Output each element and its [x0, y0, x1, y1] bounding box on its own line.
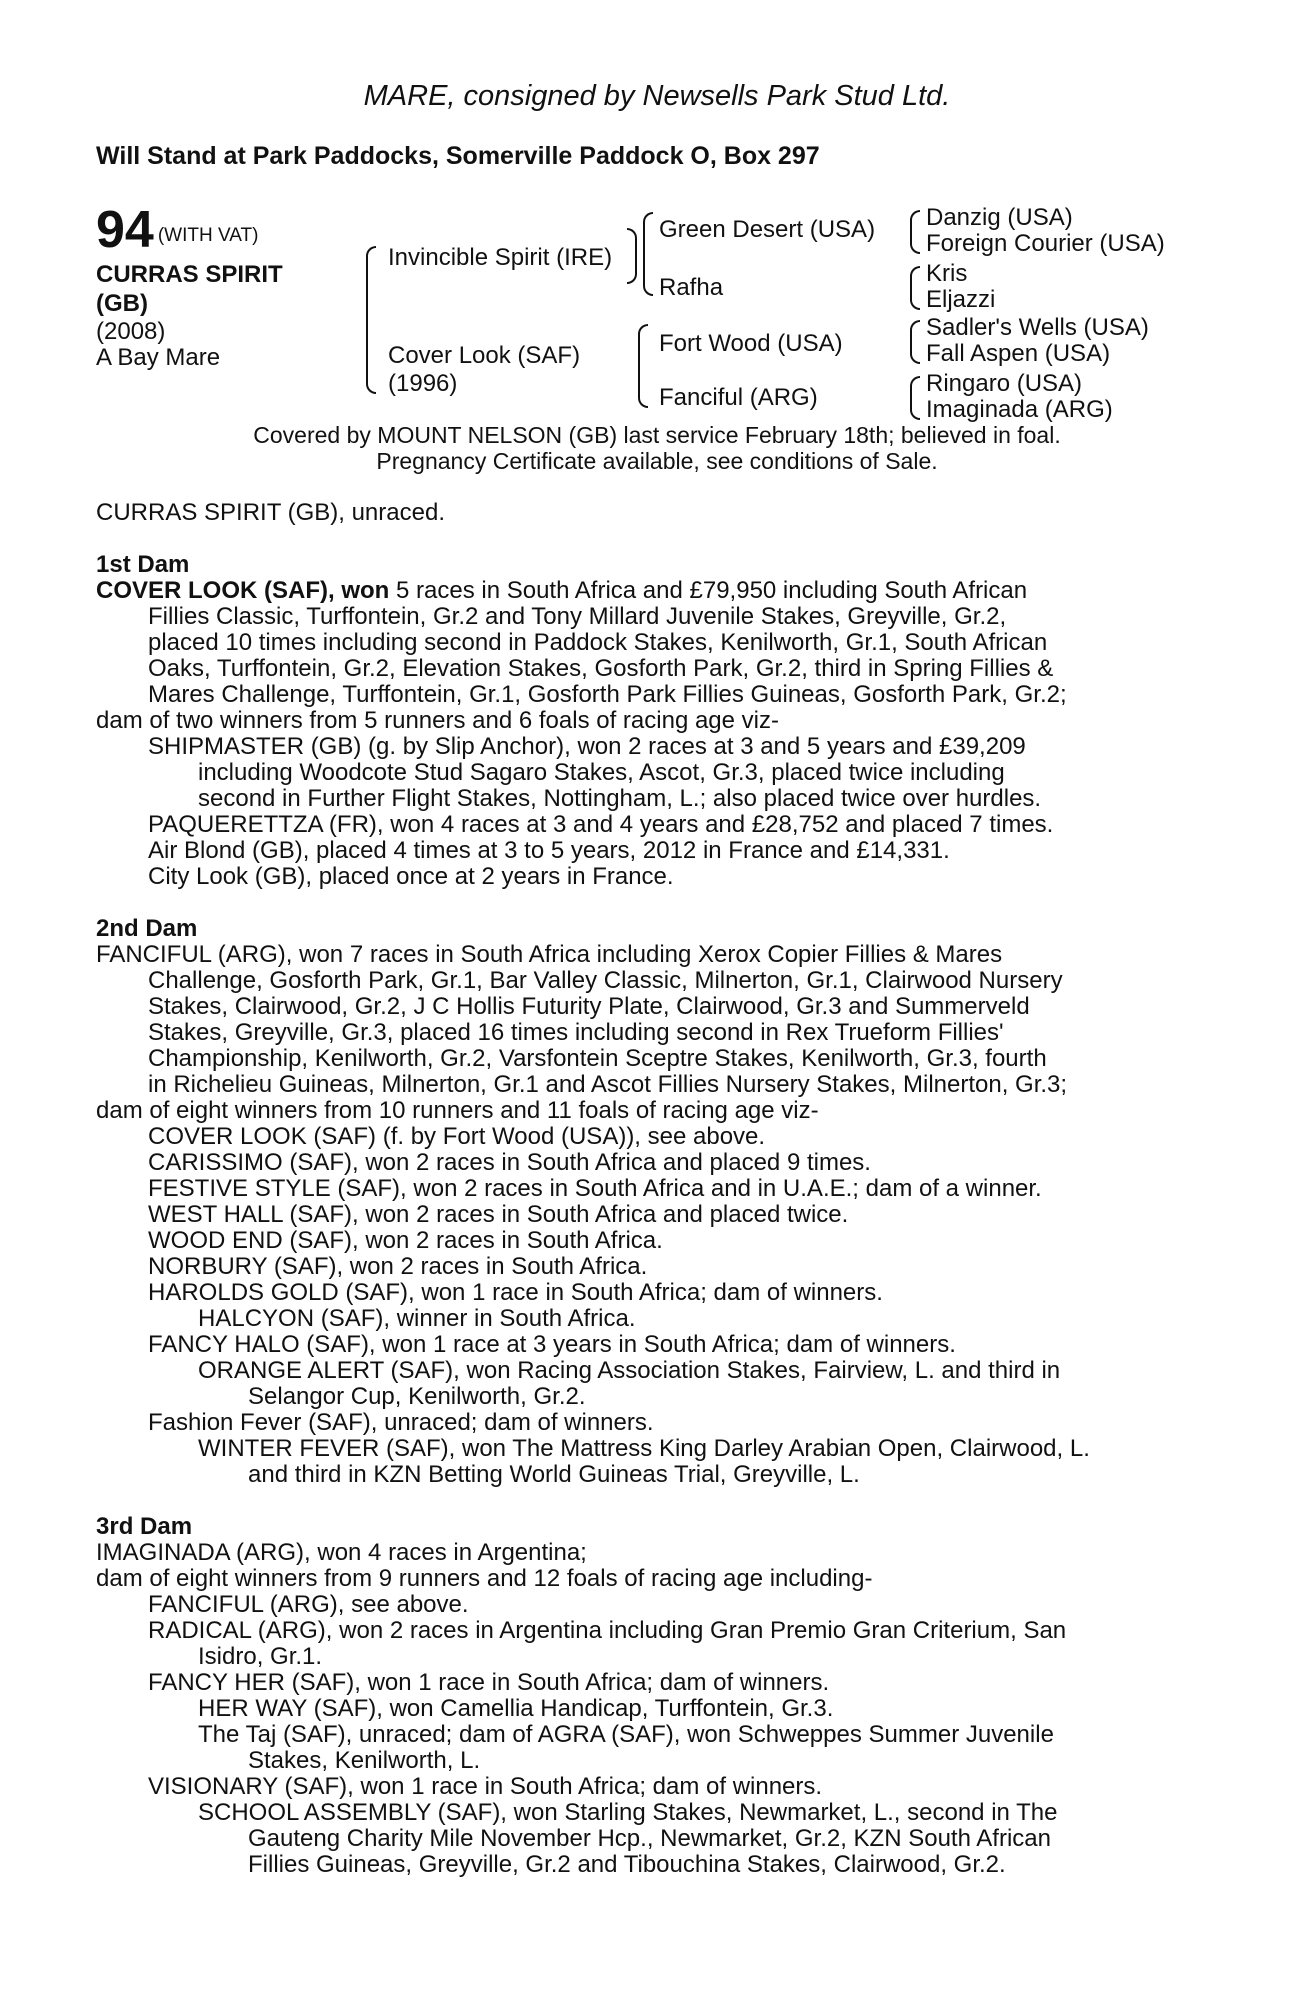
pedigree-ggs: Kris	[926, 260, 968, 287]
section-heading: 1st Dam	[96, 551, 190, 578]
text-line: Fillies Guineas, Greyville, Gr.2 and Tibouchina Stakes, Clairwood, Gr.2.	[248, 1851, 1006, 1878]
text-line: Championship, Kenilworth, Gr.2, Varsfontein Sceptre Stakes, Kenilworth, Gr.3, fourth	[148, 1045, 1047, 1072]
text-line: including Woodcote Stud Sagaro Stakes, Ascot, Gr.3, placed twice including	[198, 759, 1005, 786]
text-line: CARISSIMO (SAF), won 2 races in South Africa and placed 9 times.	[148, 1149, 871, 1176]
intro-line: CURRAS SPIRIT (GB), unraced.	[96, 499, 445, 526]
vat-note: (WITH VAT)	[157, 225, 259, 246]
lot-description: A Bay Mare	[96, 344, 221, 371]
text-line: FANCIFUL (ARG), see above.	[148, 1591, 469, 1618]
pedigree-bracket	[910, 210, 920, 254]
text-line: dam of two winners from 5 runners and 6 foals of racing age viz-	[96, 707, 779, 734]
text-line: in Richelieu Guineas, Milnerton, Gr.1 and Ascot Fillies Nursery Stakes, Milnerton, Gr.3;	[148, 1071, 1068, 1098]
text-line: RADICAL (ARG), won 2 races in Argentina including Gran Premio Gran Criterium, San	[148, 1617, 1067, 1644]
lot-name: CURRAS SPIRIT (GB)	[96, 261, 283, 317]
pedigree-ggs: Danzig (USA)	[926, 204, 1073, 231]
text-line: second in Further Flight Stakes, Nottingham, L.; also placed twice over hurdles.	[198, 785, 1042, 812]
pedigree-bracket	[910, 266, 920, 310]
stand-location: Will Stand at Park Paddocks, Somerville Paddock O, Box 297	[96, 142, 820, 170]
text-line: Air Blond (GB), placed 4 times at 3 to 5 years, 2012 in France and £14,331.	[148, 837, 950, 864]
pedigree-ggs: Imaginada (ARG)	[926, 396, 1113, 423]
text-line: and third in KZN Betting World Guineas Trial, Greyville, L.	[248, 1461, 860, 1488]
text-line: HER WAY (SAF), won Camellia Handicap, Turffontein, Gr.3.	[198, 1695, 834, 1722]
text-line: COVER LOOK (SAF) (f. by Fort Wood (USA)), see above.	[148, 1123, 766, 1150]
text-line: Isidro, Gr.1.	[198, 1643, 323, 1670]
lot-year: (2008)	[96, 318, 166, 345]
pedigree-sire-sire: Green Desert (USA)	[659, 216, 876, 243]
text-line: Selangor Cup, Kenilworth, Gr.2.	[248, 1383, 586, 1410]
text-line: FESTIVE STYLE (SAF), won 2 races in South Africa and in U.A.E.; dam of a winner.	[148, 1175, 1042, 1202]
text-line: SHIPMASTER (GB) (g. by Slip Anchor), won 2 races at 3 and 5 years and £39,209	[148, 733, 1026, 760]
text-line: placed 10 times including second in Paddock Stakes, Kenilworth, Gr.1, South African	[148, 629, 1048, 656]
text-line: FANCY HER (SAF), won 1 race in South Africa; dam of winners.	[148, 1669, 830, 1696]
text-line: ORANGE ALERT (SAF), won Racing Association Stakes, Fairview, L. and third in	[198, 1357, 1061, 1384]
text-line: dam of eight winners from 9 runners and 12 foals of racing age including-	[96, 1565, 873, 1592]
pedigree-bracket	[638, 324, 648, 408]
pedigree-bracket	[627, 228, 637, 284]
pedigree-dam-sire: Fort Wood (USA)	[659, 330, 843, 357]
text-line: Gauteng Charity Mile November Hcp., Newmarket, Gr.2, KZN South African	[248, 1825, 1051, 1852]
covered-line: Covered by MOUNT NELSON (GB) last service February 18th; believed in foal.	[253, 422, 1061, 448]
text-line: Fashion Fever (SAF), unraced; dam of winners.	[148, 1409, 654, 1436]
pedigree-dam: Cover Look (SAF)	[388, 342, 581, 369]
pedigree-bracket	[910, 320, 920, 364]
text-line: VISIONARY (SAF), won 1 race in South Africa; dam of winners.	[148, 1773, 823, 1800]
section-heading: 2nd Dam	[96, 915, 198, 942]
text-line: PAQUERETTZA (FR), won 4 races at 3 and 4 years and £28,752 and placed 7 times.	[148, 811, 1054, 838]
pedigree-ggs: Foreign Courier (USA)	[926, 230, 1165, 257]
text-line: Stakes, Kenilworth, L.	[248, 1747, 481, 1774]
consignment-line: MARE, consigned by Newsells Park Stud Ltd.	[363, 80, 951, 112]
pedigree-ggs: Sadler's Wells (USA)	[926, 314, 1149, 341]
pedigree-bracket	[366, 246, 376, 394]
text-line: Stakes, Clairwood, Gr.2, J C Hollis Futurity Plate, Clairwood, Gr.3 and Summerveld	[148, 993, 1030, 1020]
text-line: Mares Challenge, Turffontein, Gr.1, Gosforth Park Fillies Guineas, Gosforth Park, Gr.2;	[148, 681, 1067, 708]
pedigree-bracket	[910, 376, 920, 420]
lot-number: 94 (WITH VAT)	[96, 201, 259, 259]
pedigree-dam-year: (1996)	[388, 370, 458, 397]
text-line: The Taj (SAF), unraced; dam of AGRA (SAF), won Schweppes Summer Juvenile	[198, 1721, 1054, 1748]
text-line: NORBURY (SAF), won 2 races in South Africa.	[148, 1253, 648, 1280]
text-line: Challenge, Gosforth Park, Gr.1, Bar Valley Classic, Milnerton, Gr.1, Clairwood Nursery	[148, 967, 1063, 994]
text-line: dam of eight winners from 10 runners and 11 foals of racing age viz-	[96, 1097, 819, 1124]
pedigree-ggs: Eljazzi	[926, 286, 996, 313]
pedigree-sire-dam: Rafha	[659, 274, 724, 301]
text-line: HALCYON (SAF), winner in South Africa.	[198, 1305, 636, 1332]
text-line: WOOD END (SAF), won 2 races in South Africa.	[148, 1227, 663, 1254]
text-line: WEST HALL (SAF), won 2 races in South Africa and placed twice.	[148, 1201, 849, 1228]
pedigree-ggs: Ringaro (USA)	[926, 370, 1083, 397]
pedigree-sire: Invincible Spirit (IRE)	[388, 244, 613, 271]
text-line: FANCIFUL (ARG), won 7 races in South Africa including Xerox Copier Fillies & Mares	[96, 941, 1003, 968]
text-line: HAROLDS GOLD (SAF), won 1 race in South Africa; dam of winners.	[148, 1279, 883, 1306]
text-line: SCHOOL ASSEMBLY (SAF), won Starling Stakes, Newmarket, L., second in The	[198, 1799, 1058, 1826]
text-line: City Look (GB), placed once at 2 years in France.	[148, 863, 674, 890]
text-line: IMAGINADA (ARG), won 4 races in Argentina;	[96, 1539, 587, 1566]
text-line: COVER LOOK (SAF), won 5 races in South Africa and £79,950 including South African	[96, 577, 1028, 604]
text-line: FANCY HALO (SAF), won 1 race at 3 years in South Africa; dam of winners.	[148, 1331, 956, 1358]
text-line: Oaks, Turffontein, Gr.2, Elevation Stakes, Gosforth Park, Gr.2, third in Spring Fillies &	[148, 655, 1054, 682]
section-heading: 3rd Dam	[96, 1513, 193, 1540]
text-line: Stakes, Greyville, Gr.3, placed 16 times including second in Rex Trueform Fillies'	[148, 1019, 1004, 1046]
text-line: WINTER FEVER (SAF), won The Mattress King Darley Arabian Open, Clairwood, L.	[198, 1435, 1090, 1462]
pedigree-dam-dam: Fanciful (ARG)	[659, 384, 818, 411]
pedigree-bracket	[643, 212, 653, 296]
pedigree-ggs: Fall Aspen (USA)	[926, 340, 1111, 367]
pregnancy-line: Pregnancy Certificate available, see conditions of Sale.	[376, 448, 938, 474]
text-line: Fillies Classic, Turffontein, Gr.2 and Tony Millard Juvenile Stakes, Greyville, Gr.2,	[148, 603, 1007, 630]
